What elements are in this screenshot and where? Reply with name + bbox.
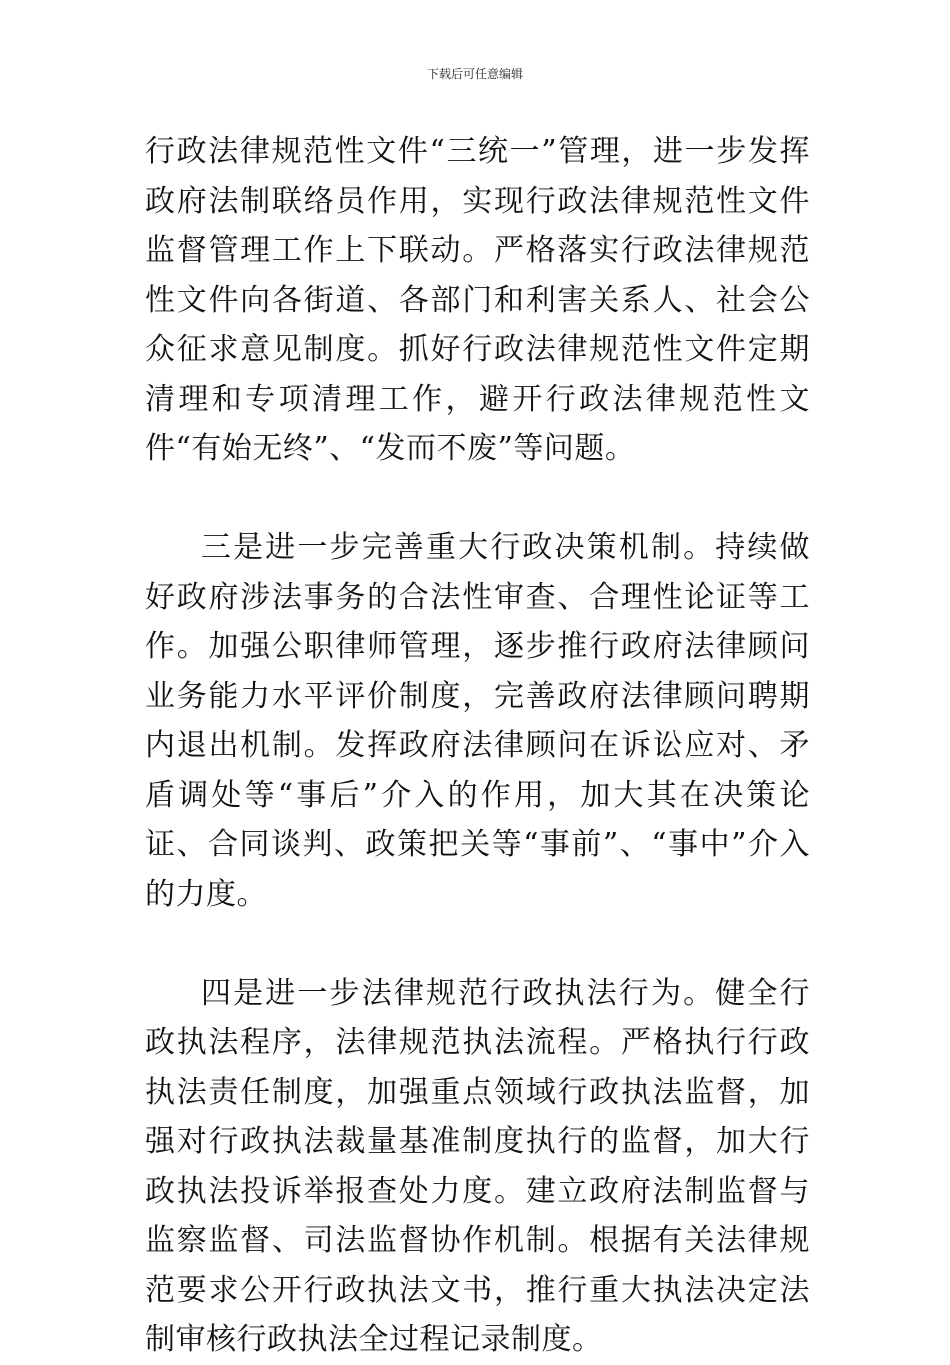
document-body (145, 127, 810, 1365)
paragraph-decision-mechanism: 三是进一步完善重大行政决策机制。持续做好政府涉法事务的合法性审查、合理性论证等工作。加强公职律师管理，逐步推行政府法律顾问业务能力水平评价制度，完善政府法律顾问聘期内退出机制。发挥政府法律顾问在诉讼应对、矛盾调处等“事后”介入的作用，加大其在决策论证、合同谈判、政策把关等“事前”、“事中”介入的力度。 (145, 530, 810, 912)
paragraph-spacer (145, 474, 810, 524)
header-note: 下载后可任意编辑 (426, 67, 523, 81)
paragraph-law-enforcement: 四是进一步法律规范行政执法行为。健全行政执法程序，法律规范执法流程。严格执行行政执法责任制度，加强重点领域行政执法监督，加强对行政执法裁量基准制度执行的监督，加大行政执法投诉举报查处力度。建立政府法制监督与监察监督、司法监督协作机制。根据有关法律规范要求公开行政执法文书，推行重大执法决定法制审核行政执法全过程记录制度。 (145, 975, 810, 1357)
paragraph-continuation: 行政法律规范性文件“三统一”管理，进一步发挥政府法制联络员作用，实现行政法律规范性文件监督管理工作上下联动。严格落实行政法律规范性文件向各街道、各部门和利害关系人、社会公众征求意见制度。抓好行政法律规范性文件定期清理和专项清理工作，避开行政法律规范性文件“有始无终”、“发而不废”等问题。 (145, 134, 810, 466)
paragraph-spacer (145, 919, 810, 969)
